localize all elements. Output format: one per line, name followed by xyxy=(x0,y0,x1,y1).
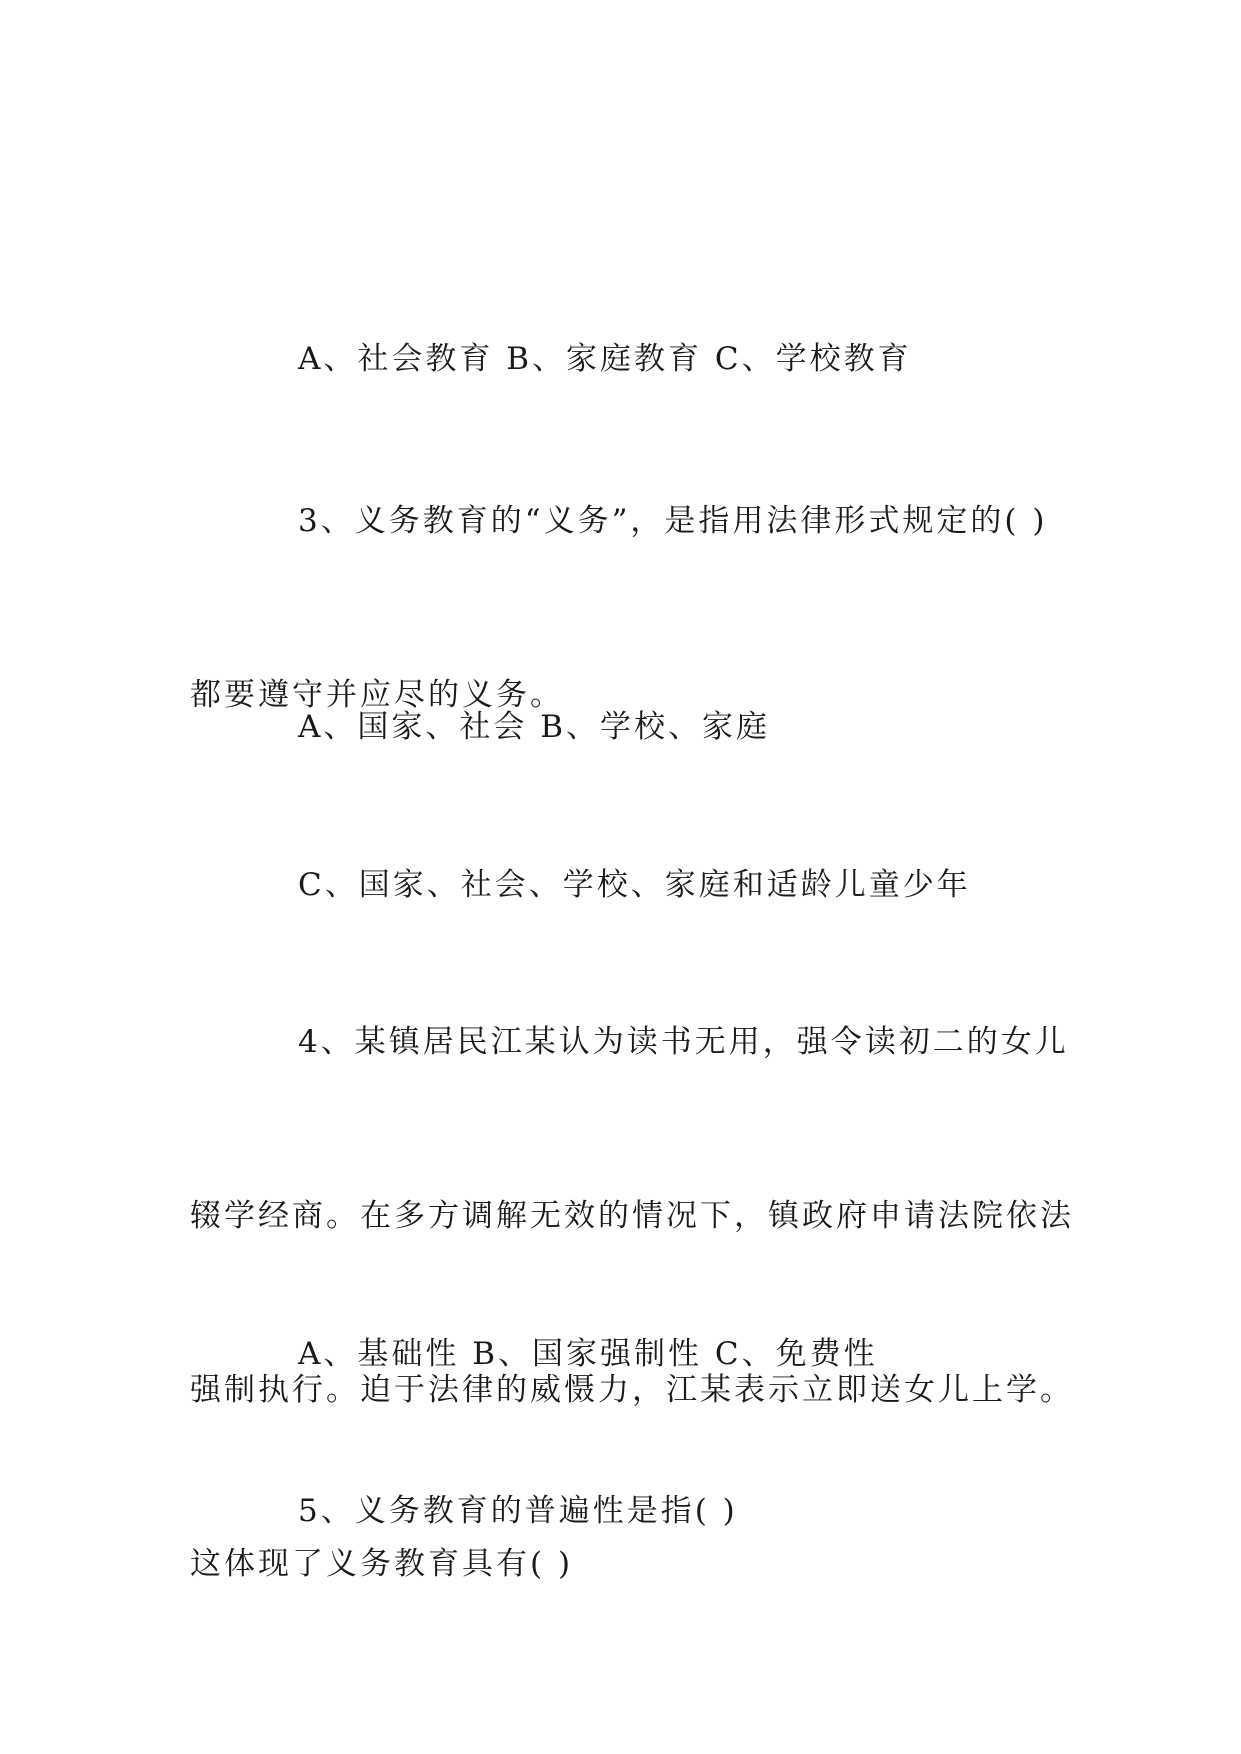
text-line: 5、义务教育的普遍性是指( ) xyxy=(298,1493,738,1529)
text-line: 辍学经商。在多方调解无效的情况下，镇政府申请法院依法 xyxy=(190,1198,1074,1234)
text-line: 都要遵守并应尽的义务。 xyxy=(190,677,564,713)
text-line: 3、义务教育的“义务”，是指用法律形式规定的( ) xyxy=(298,503,1048,539)
text-line: C、国家、社会、学校、家庭和适龄儿童少年 xyxy=(298,867,971,903)
text-line: 4、某镇居民江某认为读书无用，强令读初二的女儿 xyxy=(298,1024,1069,1060)
text-line: 强制执行。迫于法律的威慑力，江某表示立即送女儿上学。 xyxy=(190,1372,1074,1408)
text-line: A、国家、社会 B、学校、家庭 xyxy=(298,709,771,745)
text-line: A、社会教育 B、家庭教育 C、学校教育 xyxy=(298,341,912,377)
text-line: 这体现了义务教育具有( ) xyxy=(190,1546,574,1582)
question-5 xyxy=(190,1366,1070,1656)
text-line: A、基础性 B、国家强制性 C、免费性 xyxy=(298,1336,878,1372)
